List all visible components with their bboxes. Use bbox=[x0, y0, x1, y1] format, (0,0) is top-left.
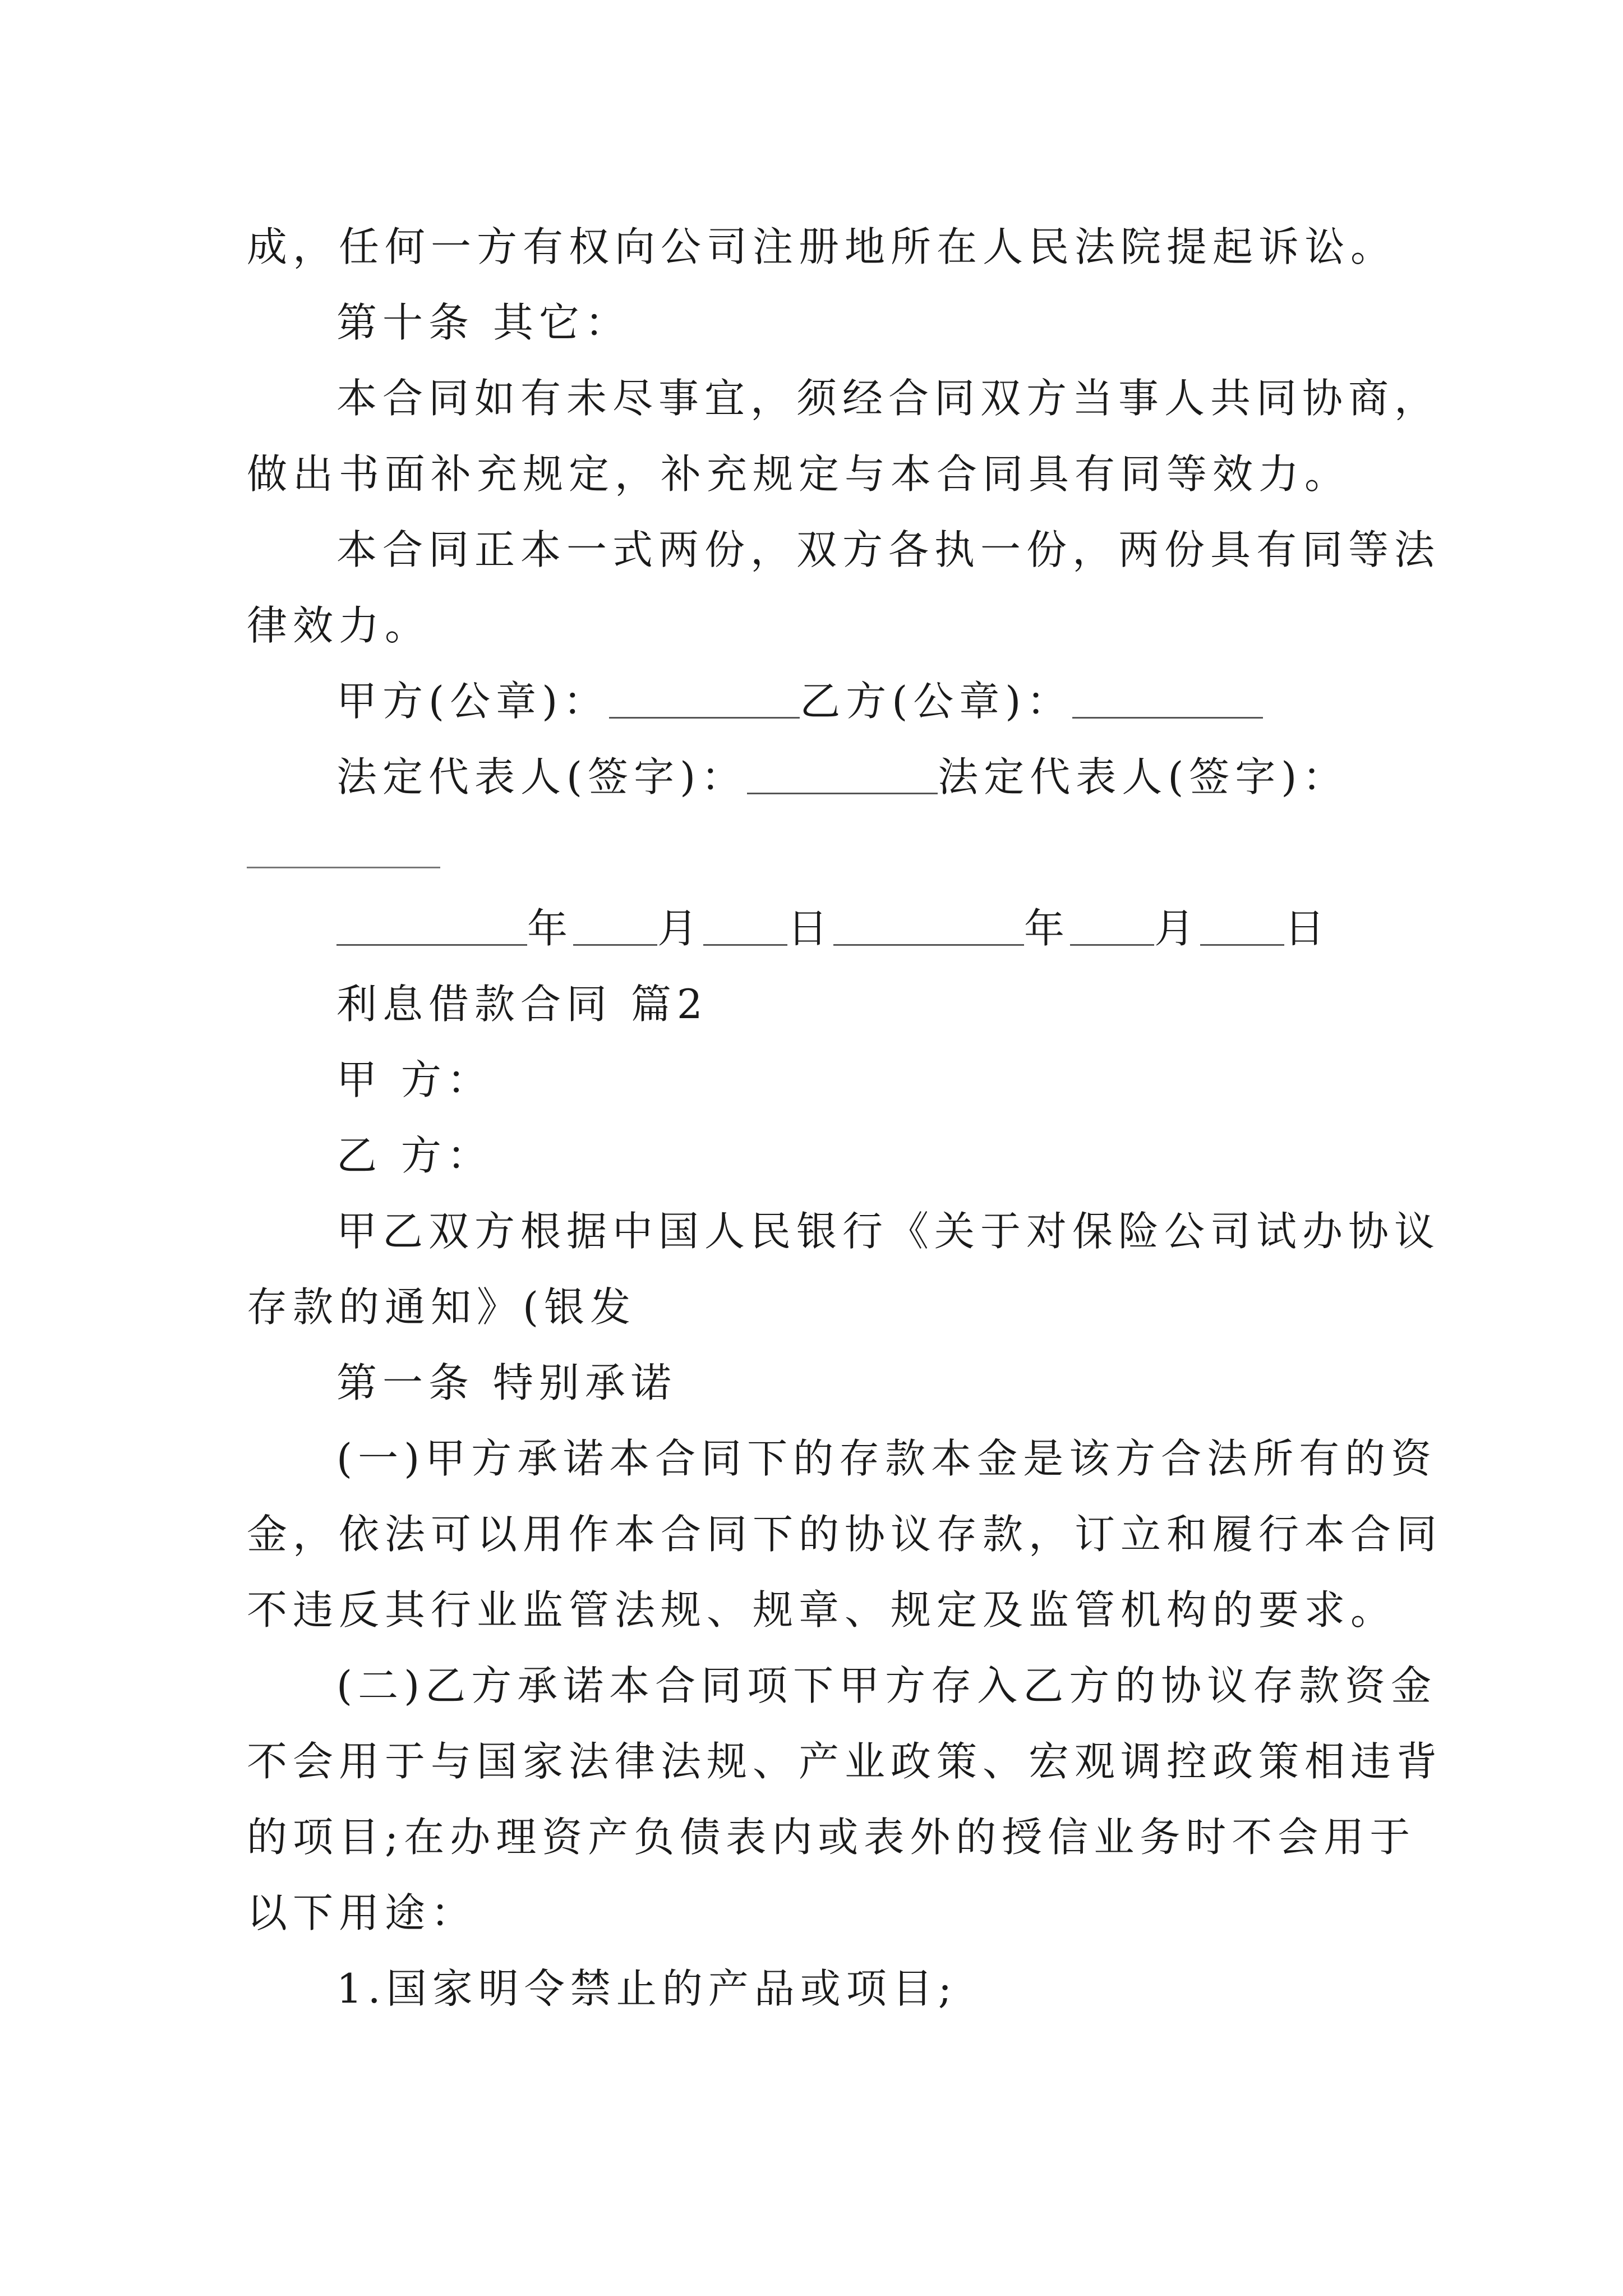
party-a-rep-label: 法定代表人(签字)： bbox=[336, 753, 748, 800]
text-line: 不违反其行业监管法规、规章、规定及监管机构的要求。 bbox=[247, 1586, 1397, 1634]
month-label: 月 bbox=[1154, 905, 1201, 952]
blank-field bbox=[703, 909, 787, 946]
year-label: 年 bbox=[527, 905, 574, 952]
blank-field bbox=[747, 758, 938, 794]
blank-field bbox=[336, 909, 527, 946]
party-a-seal-label: 甲方(公章)： bbox=[336, 678, 610, 725]
day-label: 日 bbox=[1284, 905, 1331, 952]
day-label: 日 bbox=[787, 905, 834, 952]
text-line: 金，依法可以用作本合同下的协议存款，订立和履行本合同 bbox=[247, 1511, 1443, 1558]
party-b-seal-label: 乙方(公章)： bbox=[800, 678, 1073, 725]
blank-field bbox=[609, 682, 800, 719]
article-heading: 第十条 其它： bbox=[336, 299, 631, 346]
blank-field bbox=[247, 867, 440, 868]
text-line: 做出书面补充规定，补充规定与本合同具有同等效力。 bbox=[247, 450, 1351, 498]
blank-field bbox=[833, 909, 1024, 946]
signature-line-representative bbox=[336, 752, 1348, 802]
list-item: 1.国家明令禁止的产品或项目; bbox=[336, 1965, 957, 2012]
text-line: 以下用途： bbox=[247, 1889, 477, 1936]
blank-field bbox=[1200, 909, 1284, 946]
blank-field bbox=[1072, 682, 1263, 719]
text-line: 律效力。 bbox=[247, 602, 431, 649]
text-line: 本合同如有未尽事宜，须经合同双方当事人共同协商， bbox=[336, 375, 1441, 422]
text-line: 甲乙双方根据中国人民银行《关于对保险公司试办协议 bbox=[336, 1208, 1441, 1255]
month-label: 月 bbox=[657, 905, 704, 952]
party-b-line: 乙 方： bbox=[336, 1132, 493, 1179]
signature-line-seal bbox=[336, 676, 1263, 726]
blank-field bbox=[1070, 909, 1154, 946]
text-line: (二)乙方承诺本合同项下甲方存入乙方的协议存款资金 bbox=[336, 1662, 1437, 1709]
article-heading: 第一条 特别承诺 bbox=[336, 1359, 677, 1406]
party-a-line: 甲 方： bbox=[336, 1056, 493, 1103]
text-line: 存款的通知》(银发 bbox=[247, 1283, 637, 1331]
section-title: 利息借款合同 篇2 bbox=[336, 981, 708, 1028]
party-b-rep-label: 法定代表人(签字)： bbox=[938, 753, 1349, 800]
date-line bbox=[336, 903, 1330, 954]
text-line: (一)甲方承诺本合同下的存款本金是该方合法所有的资 bbox=[336, 1435, 1437, 1482]
text-line: 成，任何一方有权向公司注册地所在人民法院提起诉讼。 bbox=[247, 223, 1397, 270]
blank-field bbox=[573, 909, 657, 946]
text-line: 本合同正本一式两份，双方各执一份，两份具有同等法 bbox=[336, 526, 1441, 573]
text-line: 的项目;在办理资产负债表内或表外的授信业务时不会用于 bbox=[247, 1814, 1416, 1861]
text-line: 不会用于与国家法律法规、产业政策、宏观调控政策相违背 bbox=[247, 1738, 1443, 1785]
year-label: 年 bbox=[1024, 905, 1071, 952]
